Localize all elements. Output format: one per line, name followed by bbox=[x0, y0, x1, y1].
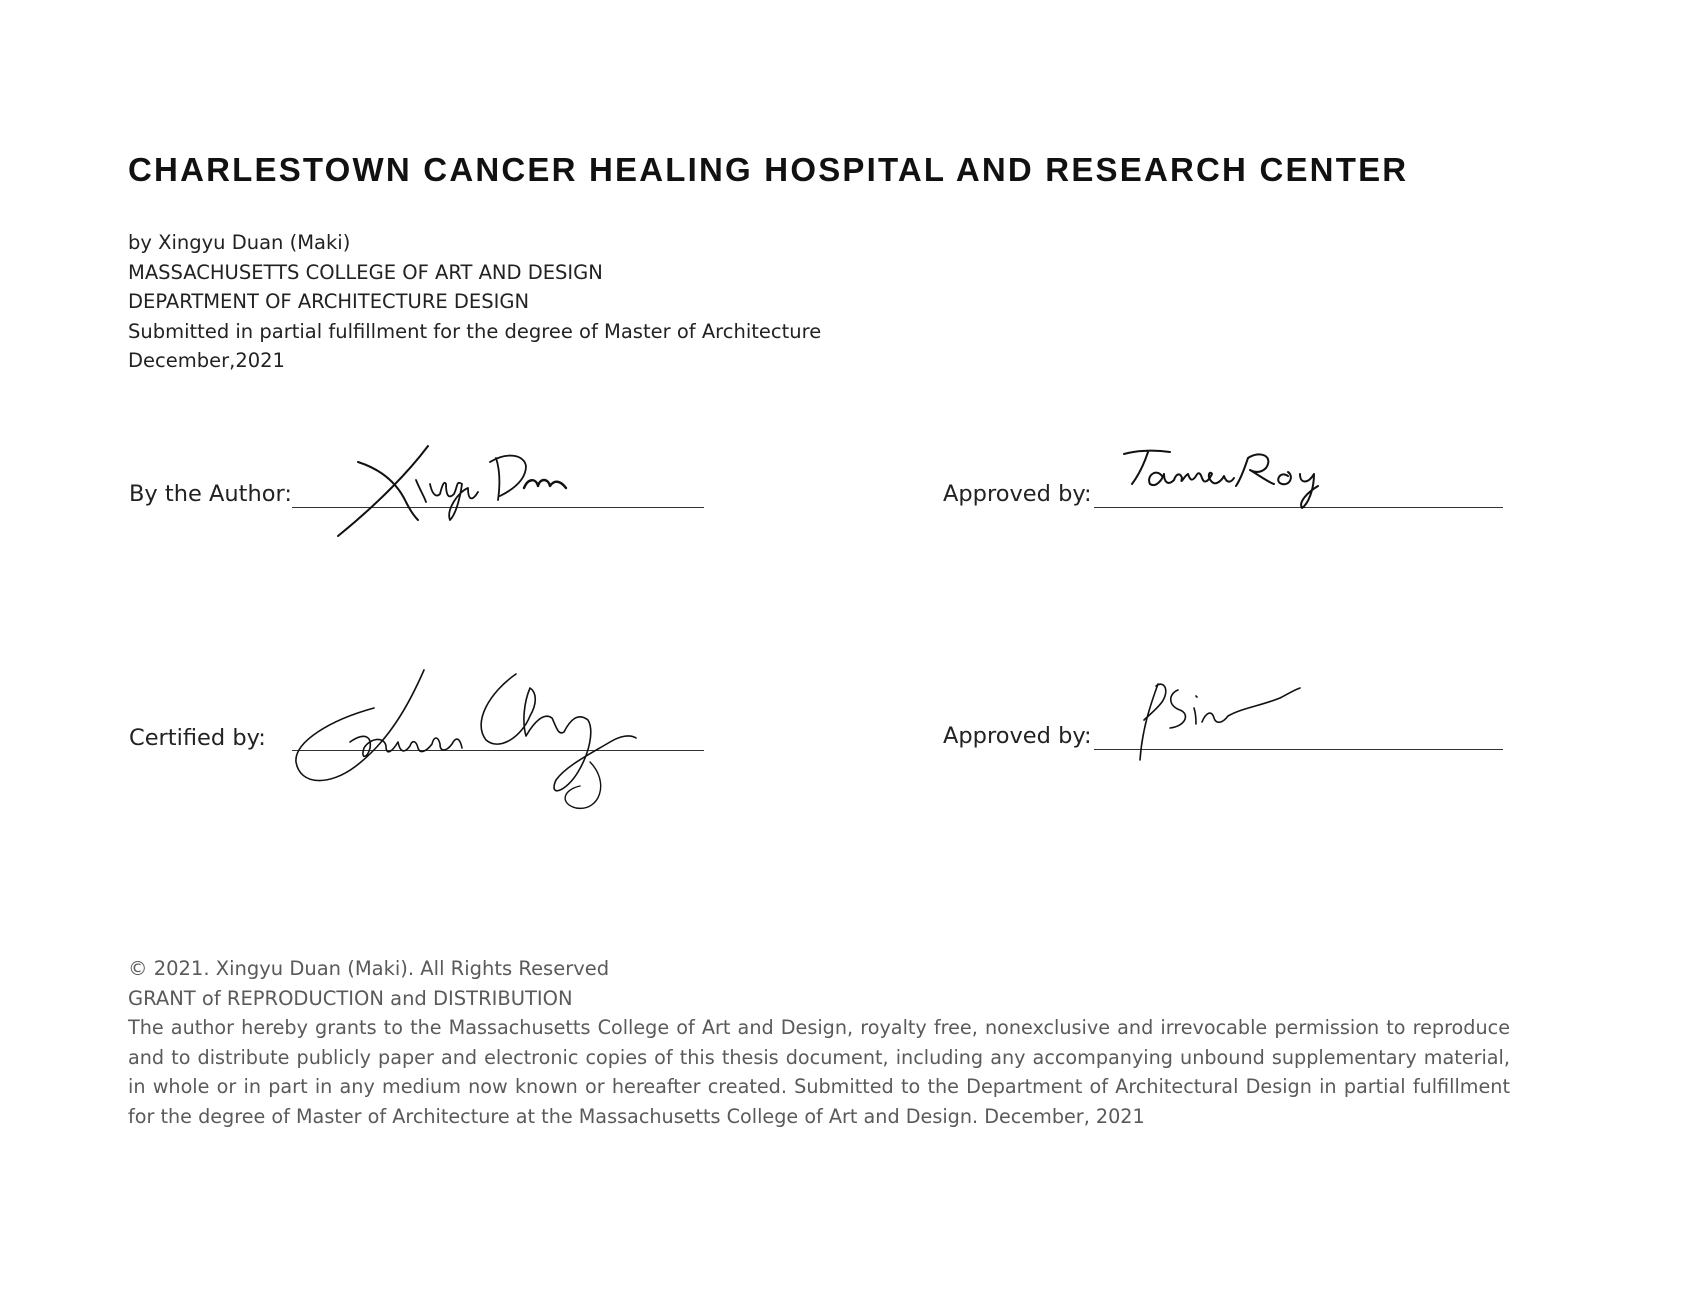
copyright-notice: © 2021. Xingyu Duan (Maki). All Rights Reserved bbox=[128, 957, 610, 980]
grant-heading: GRANT of REPRODUCTION and DISTRIBUTION bbox=[128, 986, 573, 1010]
certifier-label: Certified by: bbox=[129, 725, 266, 751]
submission-date: December,2021 bbox=[128, 349, 285, 372]
author-label: By the Author: bbox=[129, 481, 292, 507]
submission-statement: Submitted in partial fulfillment for the degree of Master of Architecture bbox=[128, 319, 822, 343]
grant-text: The author hereby grants to the Massachusetts College of Art and Design, royalty free, nonexclusive and irrevocable permission to reproduce and to distribute publicly paper and electronic copies of this thesis document, including any accompanying unbound supplementary material, in whole or in part in any medium now known or hereafter created. Submitted to the Department of Architectural Design in partial fulfillment for the degree of Master of Architecture at the Massachusetts College of Art and Design. December, 2021 bbox=[128, 1016, 1510, 1128]
approver-one-label: Approved by: bbox=[943, 481, 1092, 507]
department-name: DEPARTMENT OF ARCHITECTURE DESIGN bbox=[128, 290, 530, 313]
author-line: by Xingyu Duan (Maki) bbox=[128, 231, 351, 254]
college-name: MASSACHUSETTS COLLEGE OF ART AND DESIGN bbox=[128, 260, 603, 284]
approver-two-label: Approved by: bbox=[943, 723, 1092, 749]
certifier-signature bbox=[290, 662, 690, 822]
approver-one-signature bbox=[1118, 446, 1368, 526]
approver-two-signature bbox=[1130, 676, 1310, 766]
document-meta bbox=[128, 228, 821, 376]
document-title: CHARLESTOWN CANCER HEALING HOSPITAL AND RESEARCH CENTER bbox=[128, 151, 1409, 188]
legal-notice bbox=[128, 954, 1510, 1131]
author-signature bbox=[328, 440, 588, 540]
